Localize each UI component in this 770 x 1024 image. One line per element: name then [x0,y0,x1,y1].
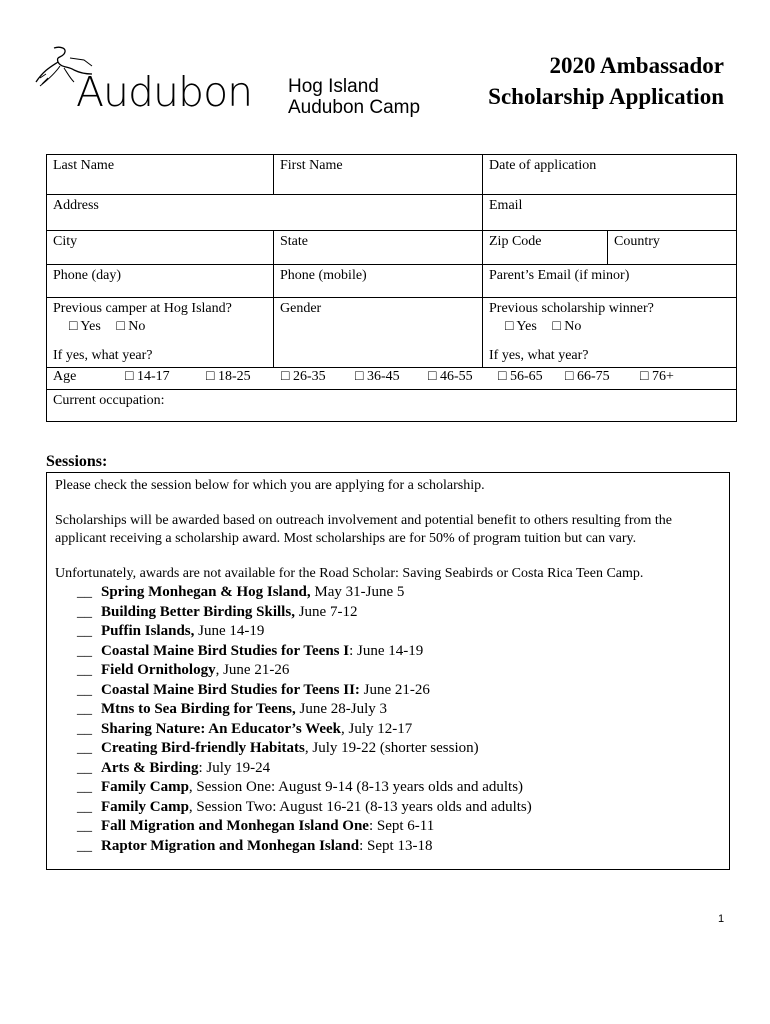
session-item[interactable] [77,778,721,798]
state-field[interactable] [274,231,483,265]
session-item[interactable] [77,720,721,740]
date-of-application-field[interactable] [483,155,737,195]
title-line2: Scholarship Application [488,84,724,109]
phone-day-label: Phone (day) [53,268,122,283]
previous-winner-field [483,298,737,368]
parent-email-field[interactable] [483,265,737,298]
applicant-info-table [46,154,737,422]
session-item[interactable] [77,739,721,759]
session-dates: June 7-12 [294,603,358,620]
age-label: Age [53,369,77,384]
session-dates: : Sept 13-18 [359,837,433,854]
session-item[interactable] [77,681,721,701]
gender-label: Gender [280,301,322,316]
session-item[interactable] [77,759,721,779]
address-field[interactable] [47,195,483,231]
session-checkbox[interactable]: __ [77,779,92,795]
sessions-box [46,472,730,870]
session-checkbox[interactable]: __ [77,701,92,717]
sessions-unavailable-note: Unfortunately, awards are not available for the Road Scholar: Saving Seabirds or Costa Rica Teen Camp. [55,566,644,581]
previous-camper-label: Previous camper at Hog Island? [53,301,232,316]
city-field[interactable] [47,231,274,265]
country-label: Country [614,234,660,249]
address-label: Address [53,198,99,213]
camp-name-line1: Hog Island [288,76,379,97]
session-name: Fall Migration and Monhegan Island One [101,818,369,834]
session-name: Puffin Islands, [101,623,195,639]
session-checkbox[interactable]: __ [77,623,92,639]
session-item[interactable] [77,583,721,603]
camp-name-line2: Audubon Camp [288,97,421,118]
session-item[interactable] [77,817,721,837]
city-label: City [53,234,78,249]
session-item[interactable] [77,622,721,642]
session-checkbox[interactable]: __ [77,759,92,776]
gender-field[interactable] [274,298,483,368]
session-name: Field Ornithology [101,662,216,678]
session-checkbox[interactable]: __ [77,818,92,834]
session-checkbox[interactable]: __ [77,584,92,600]
sessions-intro: Please check the session below for which you are applying for a scholarship. [55,478,485,493]
previous-camper-yes-checkbox[interactable]: □ Yes [69,319,101,334]
first-name-label: First Name [280,158,343,173]
session-item[interactable] [77,642,721,662]
session-dates: : July 19-24 [198,759,271,776]
session-dates: June 21-26 [359,681,430,698]
session-checkbox[interactable]: __ [77,740,92,756]
age-option-36-45[interactable]: □ 36-45 [355,369,400,384]
session-name: Spring Monhegan & Hog Island, [101,584,311,600]
phone-mobile-field[interactable] [274,265,483,298]
session-name: Raptor Migration and Monhegan Island [101,837,360,854]
occupation-field[interactable] [47,390,737,422]
session-item[interactable] [77,837,721,857]
previous-winner-yes-checkbox[interactable]: □ Yes [505,319,537,334]
age-option-76-plus[interactable]: □ 76+ [640,369,674,384]
session-dates: June 28-July 3 [295,701,387,717]
age-option-26-35[interactable]: □ 26-35 [281,369,326,384]
session-checkbox[interactable]: __ [77,681,92,698]
previous-winner-label: Previous scholarship winner? [489,301,654,316]
session-checkbox[interactable]: __ [77,642,92,659]
session-name: Family Camp [101,779,189,795]
age-option-46-55[interactable]: □ 46-55 [428,369,473,384]
age-option-56-65[interactable]: □ 56-65 [498,369,543,384]
session-dates: , June 21-26 [215,662,290,678]
previous-camper-year-field[interactable]: If yes, what year? [53,348,153,363]
session-name: Family Camp [101,798,189,815]
session-item[interactable] [77,700,721,720]
age-option-18-25[interactable]: □ 18-25 [206,369,251,384]
session-dates: June 14-19 [194,623,265,639]
session-checkbox[interactable]: __ [77,603,92,620]
session-dates: , Session One: August 9-14 (8-13 years olds and adults) [188,779,524,795]
document-title [488,50,724,112]
parent-email-label: Parent’s Email (if minor) [489,268,630,283]
country-field[interactable] [608,231,737,265]
camp-name [288,76,420,118]
session-list [55,583,721,856]
session-dates: , July 19-22 (shorter session) [304,740,479,756]
state-label: State [280,234,308,249]
session-checkbox[interactable]: __ [77,798,92,815]
session-name: Building Better Birding Skills, [101,603,295,620]
session-item[interactable] [77,603,721,623]
session-checkbox[interactable]: __ [77,720,92,737]
sessions-award-note: Scholarships will be awarded based on outreach involvement and potential benefit to others resulting from the applicant receiving a scholarship award. Most scholarships are for 50% of program tuition but can vary. [55,513,672,546]
session-dates: : June 14-19 [349,642,424,659]
session-name: Sharing Nature: An Educator’s Week [101,720,342,737]
session-name: Creating Bird-friendly Habitats [101,740,305,756]
session-item[interactable] [77,661,721,681]
last-name-field[interactable] [47,155,274,195]
logo-wordmark: Audubon [76,68,253,116]
title-line1: 2020 Ambassador [549,53,724,78]
session-dates: May 31-June 5 [310,584,405,600]
phone-mobile-label: Phone (mobile) [280,268,367,283]
zip-code-field[interactable] [483,231,608,265]
first-name-field[interactable] [274,155,483,195]
last-name-label: Last Name [53,158,115,173]
session-name: Coastal Maine Bird Studies for Teens II: [101,681,360,698]
sessions-heading: Sessions: [46,453,108,470]
email-field[interactable] [483,195,737,231]
session-name: Coastal Maine Bird Studies for Teens I [101,642,350,659]
age-row [47,368,737,390]
session-item[interactable] [77,798,721,818]
email-label: Email [489,198,523,213]
previous-camper-no-checkbox[interactable]: □ No [116,319,146,334]
session-name: Arts & Birding [101,759,199,776]
session-checkbox[interactable]: __ [77,837,92,854]
page-number: 1 [718,913,725,925]
zip-code-label: Zip Code [489,234,542,249]
session-dates: : Sept 6-11 [368,818,435,834]
previous-winner-no-checkbox[interactable]: □ No [552,319,582,334]
session-dates: , July 12-17 [341,720,413,737]
previous-camper-field [47,298,274,368]
occupation-label: Current occupation: [53,393,165,408]
session-checkbox[interactable]: __ [77,662,92,678]
session-name: Mtns to Sea Birding for Teens, [101,701,296,717]
date-of-application-label: Date of application [489,158,597,173]
age-option-66-75[interactable]: □ 66-75 [565,369,610,384]
phone-day-field[interactable] [47,265,274,298]
previous-winner-year-field[interactable]: If yes, what year? [489,348,589,363]
age-option-14-17[interactable]: □ 14-17 [125,369,170,384]
session-dates: , Session Two: August 16-21 (8-13 years olds and adults) [188,798,532,815]
audubon-logo [34,44,259,119]
